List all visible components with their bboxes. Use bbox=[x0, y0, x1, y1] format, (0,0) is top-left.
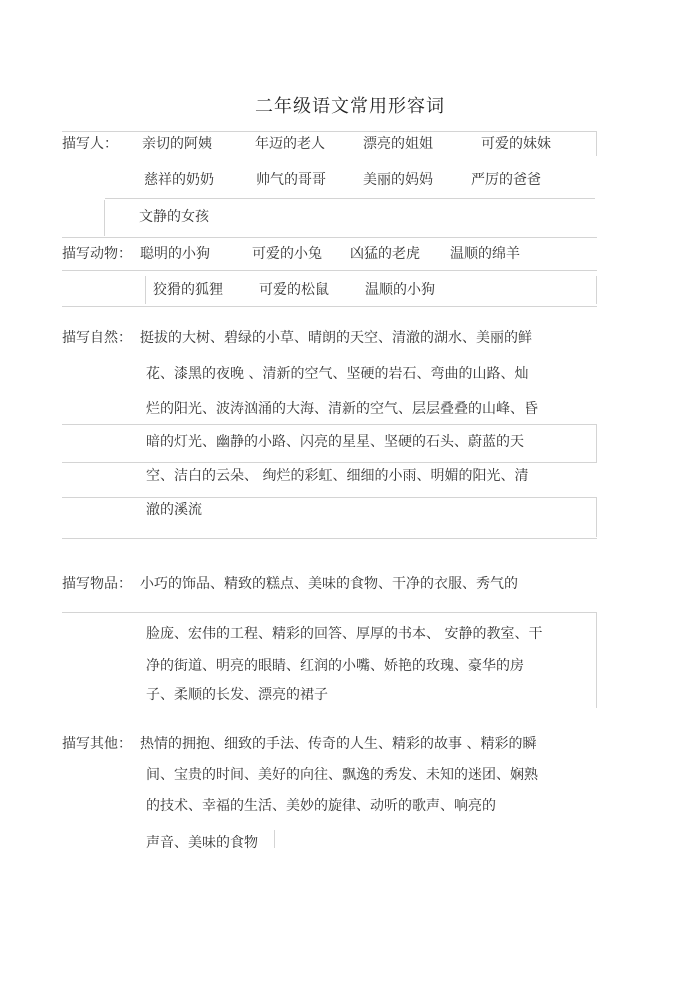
word-item: 文静的女孩 bbox=[139, 209, 209, 225]
word-row bbox=[144, 170, 541, 190]
category-label-animals: 描写动物： bbox=[62, 246, 132, 262]
divider bbox=[62, 237, 597, 238]
divider bbox=[596, 612, 597, 708]
divider bbox=[62, 538, 597, 539]
word-item: 温顺的小狗 bbox=[365, 282, 435, 298]
divider bbox=[62, 424, 597, 425]
paragraph-line: 子、柔顺的长发、漂亮的裙子 bbox=[146, 687, 328, 703]
divider bbox=[62, 462, 597, 463]
paragraph-line: 花、漆黑的夜晚 、清新的空气、坚硬的岩石、弯曲的山路、灿 bbox=[146, 366, 529, 382]
paragraph-line: 澈的溪流 bbox=[146, 502, 202, 518]
paragraph-line: 热情的拥抱、细致的手法、传奇的人生、精彩的故事 、精彩的瞬 bbox=[140, 736, 537, 752]
word-row bbox=[140, 244, 520, 264]
category-label-others: 描写其他： bbox=[62, 736, 132, 752]
divider bbox=[596, 276, 597, 304]
paragraph-line: 烂的阳光、波涛汹涌的大海、清新的空气、层层叠叠的山峰、昏 bbox=[146, 401, 538, 417]
divider bbox=[62, 131, 597, 132]
word-item: 狡猾的狐狸 bbox=[153, 282, 223, 298]
divider bbox=[62, 497, 597, 498]
divider bbox=[104, 200, 105, 236]
paragraph-line: 的技术、幸福的生活、美妙的旋律、动听的歌声、响亮的 bbox=[146, 798, 496, 814]
page-title: 二年级语文常用形容词 bbox=[255, 96, 445, 117]
word-item: 温顺的绵羊 bbox=[450, 246, 520, 262]
word-item: 可爱的妹妹 bbox=[481, 136, 551, 152]
word-row bbox=[142, 134, 551, 154]
paragraph-line: 间、宝贵的时间、美好的向往、飘逸的秀发、未知的迷团、娴熟 bbox=[146, 767, 538, 783]
paragraph-line: 暗的灯光、幽静的小路、闪亮的星星、坚硬的石头、蔚蓝的天 bbox=[146, 434, 524, 450]
category-label-objects: 描写物品： bbox=[62, 576, 132, 592]
word-item: 慈祥的奶奶 bbox=[144, 172, 214, 188]
divider bbox=[62, 270, 597, 271]
divider bbox=[596, 497, 597, 537]
divider bbox=[596, 424, 597, 462]
category-label-people: 描写人： bbox=[62, 136, 118, 152]
word-item: 凶猛的老虎 bbox=[350, 246, 420, 262]
paragraph-line: 小巧的饰品、精致的糕点、美味的食物、干净的衣服、秀气的 bbox=[140, 576, 518, 592]
word-item: 漂亮的姐姐 bbox=[363, 136, 433, 152]
word-row bbox=[153, 280, 435, 300]
word-item: 可爱的松鼠 bbox=[259, 282, 329, 298]
word-item: 可爱的小兔 bbox=[252, 246, 322, 262]
word-row bbox=[139, 207, 209, 227]
divider bbox=[145, 276, 146, 304]
word-item: 亲切的阿姨 bbox=[142, 136, 212, 152]
paragraph-line: 净的街道、明亮的眼睛、红润的小嘴、娇艳的玫瑰、豪华的房 bbox=[146, 658, 524, 674]
divider bbox=[596, 131, 597, 156]
divider bbox=[105, 198, 595, 199]
paragraph-line: 空、洁白的云朵、 绚烂的彩虹、细细的小雨、明媚的阳光、清 bbox=[146, 468, 529, 484]
divider bbox=[274, 830, 275, 848]
word-item: 帅气的哥哥 bbox=[256, 172, 326, 188]
paragraph-line: 挺拔的大树、碧绿的小草、晴朗的天空、清澈的湖水、美丽的鲜 bbox=[140, 330, 532, 346]
divider bbox=[62, 306, 597, 307]
paragraph-line: 声音、美味的食物 bbox=[146, 835, 258, 851]
paragraph-line: 脸庞、宏伟的工程、精彩的回答、厚厚的书本、 安静的教室、干 bbox=[146, 626, 543, 642]
word-item: 严厉的爸爸 bbox=[471, 172, 541, 188]
category-label-nature: 描写自然： bbox=[62, 330, 132, 346]
word-item: 美丽的妈妈 bbox=[363, 172, 433, 188]
word-item: 聪明的小狗 bbox=[140, 246, 210, 262]
divider bbox=[62, 612, 597, 613]
word-item: 年迈的老人 bbox=[255, 136, 325, 152]
